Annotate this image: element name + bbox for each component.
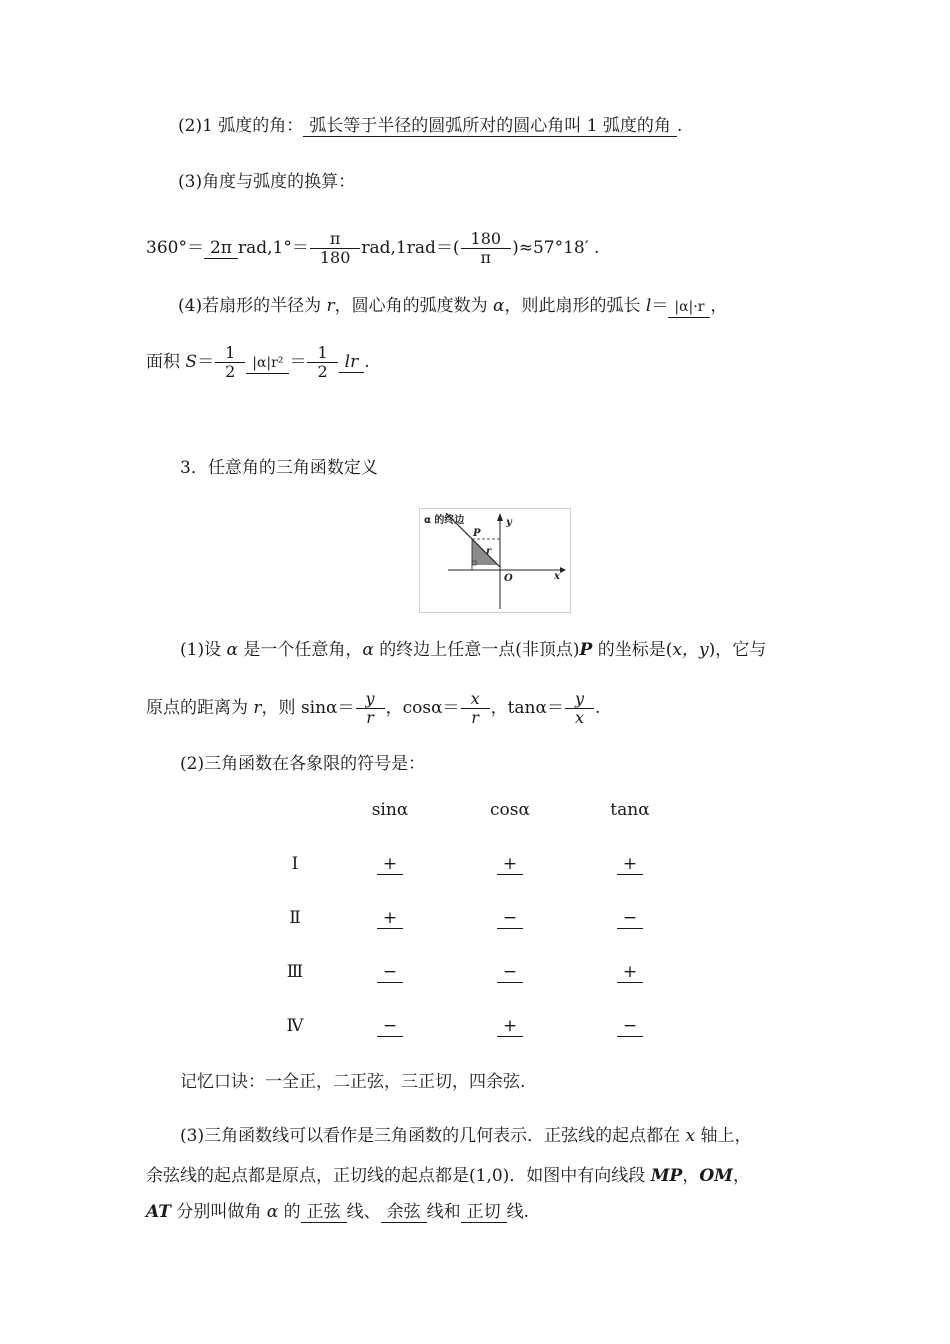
text: rad,1rad＝(	[361, 238, 460, 258]
origin-label: O	[504, 573, 513, 584]
numerator: π	[329, 229, 341, 248]
text: (2)1 弧度的角：	[178, 116, 304, 136]
answer-blank: |α|r²	[246, 353, 289, 374]
text: 记忆口诀：一全正，二正弦，三正切，四余弦.	[180, 1072, 526, 1092]
text: .	[595, 698, 601, 718]
table-row	[260, 962, 690, 992]
text: ，cosα＝	[385, 698, 460, 718]
denominator: 180	[310, 248, 361, 267]
segment-MP: MP	[650, 1166, 683, 1186]
answer-blank: |α|·r	[668, 297, 710, 318]
sign-blank: −	[377, 962, 403, 983]
sign-blank: −	[497, 908, 523, 929]
text: (3)角度与弧度的换算：	[178, 172, 356, 192]
text: ＝	[197, 352, 215, 372]
text: 360°＝	[146, 238, 204, 258]
text: rad,1°＝	[237, 238, 309, 258]
answer-blank: 2π	[204, 238, 238, 259]
sign-blank: −	[617, 908, 643, 929]
quadrant-label: Ⅳ	[286, 1016, 304, 1036]
denominator: π	[461, 248, 512, 267]
sign-blank: +	[497, 1016, 523, 1037]
text: 3．任意角的三角函数定义	[180, 458, 378, 478]
text: ，	[710, 296, 728, 316]
quadrant-label: Ⅰ	[291, 854, 299, 874]
text: ，	[682, 1166, 700, 1186]
sign-blank: +	[377, 854, 403, 875]
var-alpha: α	[493, 296, 505, 316]
trig-lines-line-1	[180, 1124, 751, 1148]
fraction-pi-over-180	[310, 230, 361, 267]
trig-lines-line-2	[146, 1164, 750, 1188]
numerator: y	[575, 689, 585, 708]
y-label: y	[506, 517, 512, 528]
sign-blank: +	[497, 854, 523, 875]
text: 的终边上任意一点(非顶点)	[373, 640, 580, 660]
text: (3)三角函数线可以看作是三角函数的几何表示．正弦线的起点都在	[180, 1126, 686, 1146]
unit-diagram	[420, 509, 570, 612]
numerator: 1	[225, 343, 236, 362]
table-header-row	[260, 800, 690, 830]
text: ，	[732, 1166, 750, 1186]
text: (1)设	[180, 640, 227, 660]
text: 轴上，	[695, 1126, 752, 1146]
sign-blank: −	[377, 1016, 403, 1037]
definition-line-2	[146, 690, 600, 727]
denominator: r	[461, 708, 490, 727]
x-label: x	[554, 571, 560, 582]
sign-blank: −	[497, 962, 523, 983]
fraction-180-over-pi	[461, 230, 512, 267]
var-xy: x，y	[672, 640, 709, 660]
header-tan: tanα	[610, 800, 650, 820]
definition-line-1	[180, 638, 766, 662]
fraction-one-half	[307, 344, 337, 381]
sign-blank: +	[617, 962, 643, 983]
var-r: r	[326, 296, 335, 316]
var-alpha: α	[362, 640, 374, 660]
answer-blank: 余弦	[381, 1202, 427, 1223]
denominator: x	[565, 708, 594, 727]
text: .	[364, 352, 370, 372]
text: 线.	[506, 1202, 530, 1222]
header-cos: cosα	[490, 800, 530, 820]
sector-arc-line	[178, 294, 727, 318]
quadrant-label: Ⅲ	[286, 962, 304, 982]
conversion-formula	[146, 230, 599, 267]
var-r: r	[253, 698, 262, 718]
text: 面积	[146, 352, 186, 372]
point-P-label: P	[473, 528, 481, 539]
text: 的	[278, 1202, 301, 1222]
table-row	[260, 1016, 690, 1046]
text: 余弦线的起点都是原点，正切线的起点都是(1,0)．如图中有向线段	[146, 1166, 651, 1186]
answer-blank: 正切	[461, 1202, 507, 1223]
segment-AT: AT	[146, 1202, 171, 1222]
fraction-sin	[356, 690, 385, 727]
sign-blank: +	[377, 908, 403, 929]
trig-lines-line-3	[146, 1200, 529, 1224]
var-x: x	[685, 1126, 696, 1146]
x-axis-arrow-icon	[560, 567, 566, 573]
terminal-side-label: α 的终边	[424, 515, 465, 526]
text: 是一个任意角，	[237, 640, 363, 660]
segment-OM: OM	[699, 1166, 733, 1186]
var-P: P	[579, 640, 593, 660]
text: ，则此扇形的弧长	[504, 296, 646, 316]
terminal-side-figure	[419, 508, 571, 613]
var-S: S	[185, 352, 198, 372]
text: ，则 sinα＝	[261, 698, 355, 718]
fraction-cos	[461, 690, 490, 727]
numerator: 1	[317, 343, 328, 362]
text: 分别叫做角	[170, 1202, 267, 1222]
sector-area-line	[146, 344, 370, 381]
answer-blank: 正弦	[301, 1202, 347, 1223]
sign-blank: −	[617, 1016, 643, 1037]
numerator: x	[470, 689, 480, 708]
text: ＝	[289, 352, 307, 372]
text: )，它与	[708, 640, 767, 660]
signs-heading	[180, 752, 425, 776]
text: ，tanα＝	[490, 698, 564, 718]
text: 线、	[346, 1202, 381, 1222]
numerator: y	[365, 689, 375, 708]
denominator: r	[356, 708, 385, 727]
var-alpha: α	[226, 640, 238, 660]
r-label: r	[486, 546, 492, 557]
fraction-tan	[565, 690, 594, 727]
text: 线和	[426, 1202, 461, 1222]
table-row	[260, 854, 690, 884]
text: )≈57°18′ .	[512, 238, 600, 258]
answer-blank: 弧长等于半径的圆弧所对的圆心角叫 1 弧度的角	[303, 116, 677, 137]
text: .	[676, 116, 683, 136]
fraction-one-half	[215, 344, 245, 381]
text: ，圆心角的弧度数为	[334, 296, 494, 316]
conversion-heading	[178, 170, 355, 194]
text: (2)三角函数在各象限的符号是：	[180, 754, 426, 774]
table-row	[260, 908, 690, 938]
text: ＝	[651, 296, 669, 316]
answer-blank: lr	[339, 352, 365, 373]
y-axis-arrow-icon	[497, 513, 503, 521]
section-heading	[180, 456, 378, 480]
var-alpha: α	[266, 1202, 279, 1222]
header-sin: sinα	[371, 800, 409, 820]
denominator: 2	[307, 362, 337, 381]
text: (4)若扇形的半径为	[178, 296, 327, 316]
denominator: 2	[215, 362, 245, 381]
quadrant-label: Ⅱ	[289, 908, 301, 928]
sign-blank: +	[617, 854, 643, 875]
text: 原点的距离为	[146, 698, 254, 718]
text: 的坐标是(	[592, 640, 673, 660]
mnemonic-line	[180, 1070, 525, 1094]
radian-definition-line	[178, 114, 682, 138]
var-l: l	[645, 296, 652, 316]
numerator: 180	[470, 229, 502, 248]
